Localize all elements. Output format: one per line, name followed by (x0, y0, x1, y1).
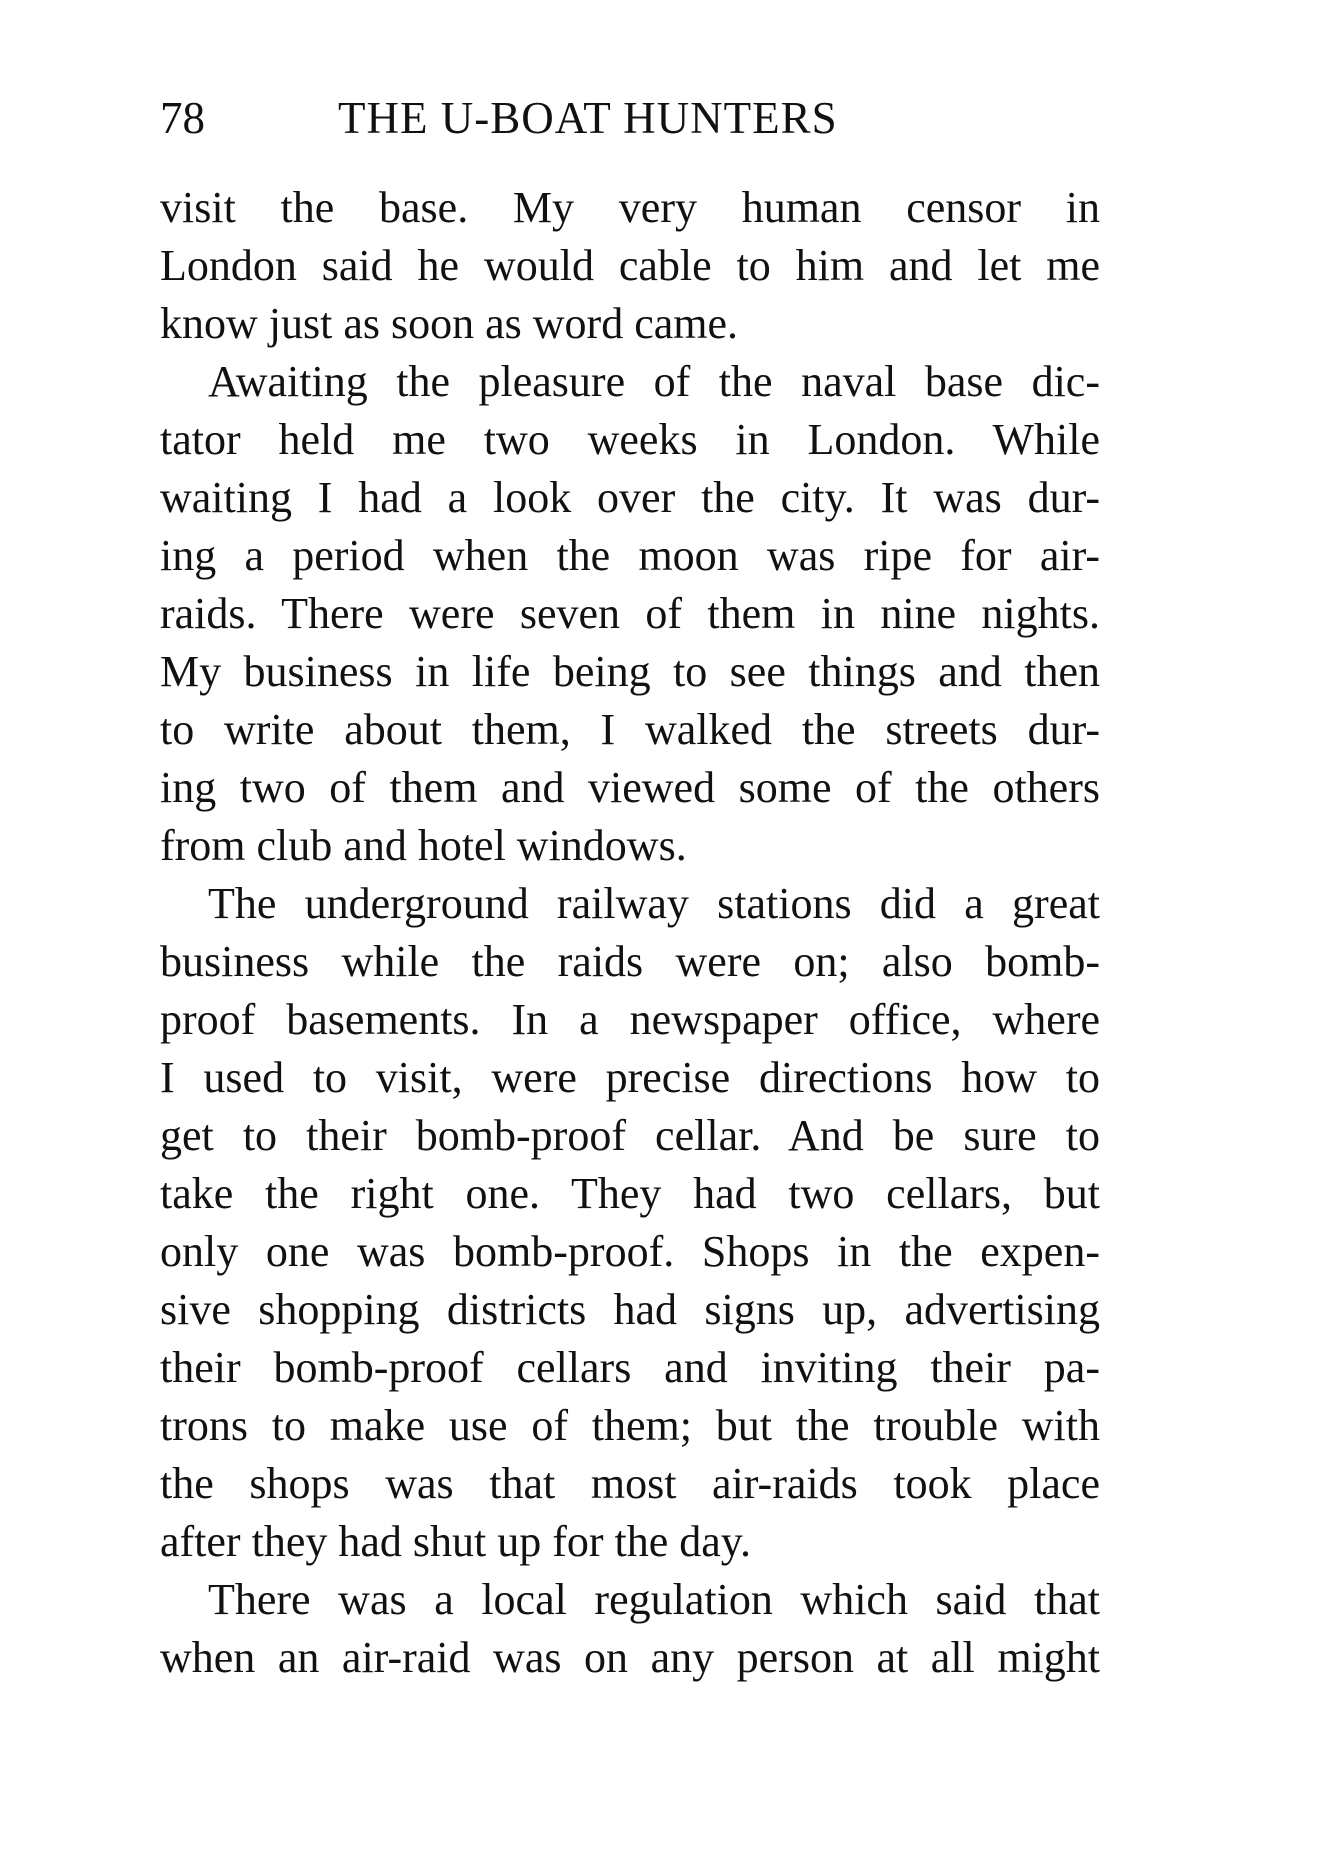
text-line: take the right one. They had two cellars, but (160, 1169, 1100, 1218)
text-line: after they had shut up for the day. (160, 1517, 751, 1566)
text-line: their bomb-proof cellars and inviting their pa- (160, 1343, 1100, 1392)
text-line: the shops was that most air-raids took place (160, 1459, 1100, 1508)
text-line: to write about them, I walked the streets dur- (160, 705, 1100, 754)
text-line: London said he would cable to him and let me (160, 241, 1100, 290)
text-line: trons to make use of them; but the trouble with (160, 1401, 1100, 1450)
text-line: waiting I had a look over the city. It was dur- (160, 473, 1100, 522)
text-line: get to their bomb-proof cellar. And be sure to (160, 1111, 1100, 1160)
text-line: The underground railway stations did a great (208, 879, 1100, 928)
text-line: ing a period when the moon was ripe for air- (160, 531, 1100, 580)
paragraph (160, 1571, 1100, 1687)
text-line: raids. There were seven of them in nine nights. (160, 589, 1100, 638)
body-text (160, 179, 1100, 1687)
page-number: 78 (160, 93, 205, 143)
running-head (160, 86, 1100, 150)
text-line: tator held me two weeks in London. While (160, 415, 1100, 464)
text-line: know just as soon as word came. (160, 299, 739, 348)
running-title: THE U-BOAT HUNTERS (338, 93, 838, 143)
text-line: There was a local regulation which said that (208, 1575, 1100, 1624)
text-line: business while the raids were on; also bomb- (160, 937, 1100, 986)
text-line: from club and hotel windows. (160, 821, 687, 870)
paragraph (160, 353, 1100, 875)
paragraph (160, 179, 1100, 353)
text-line: sive shopping districts had signs up, advertising (160, 1285, 1100, 1334)
text-line: visit the base. My very human censor in (160, 183, 1100, 232)
text-line: when an air-raid was on any person at all might (160, 1633, 1100, 1682)
paragraph (160, 875, 1100, 1571)
text-line: ing two of them and viewed some of the others (160, 763, 1100, 812)
text-line: I used to visit, were precise directions how to (160, 1053, 1100, 1102)
text-line: only one was bomb-proof. Shops in the expen- (160, 1227, 1100, 1276)
text-line: proof basements. In a newspaper office, where (160, 995, 1100, 1044)
text-line: Awaiting the pleasure of the naval base dic- (208, 357, 1100, 406)
text-line: My business in life being to see things and then (160, 647, 1100, 696)
